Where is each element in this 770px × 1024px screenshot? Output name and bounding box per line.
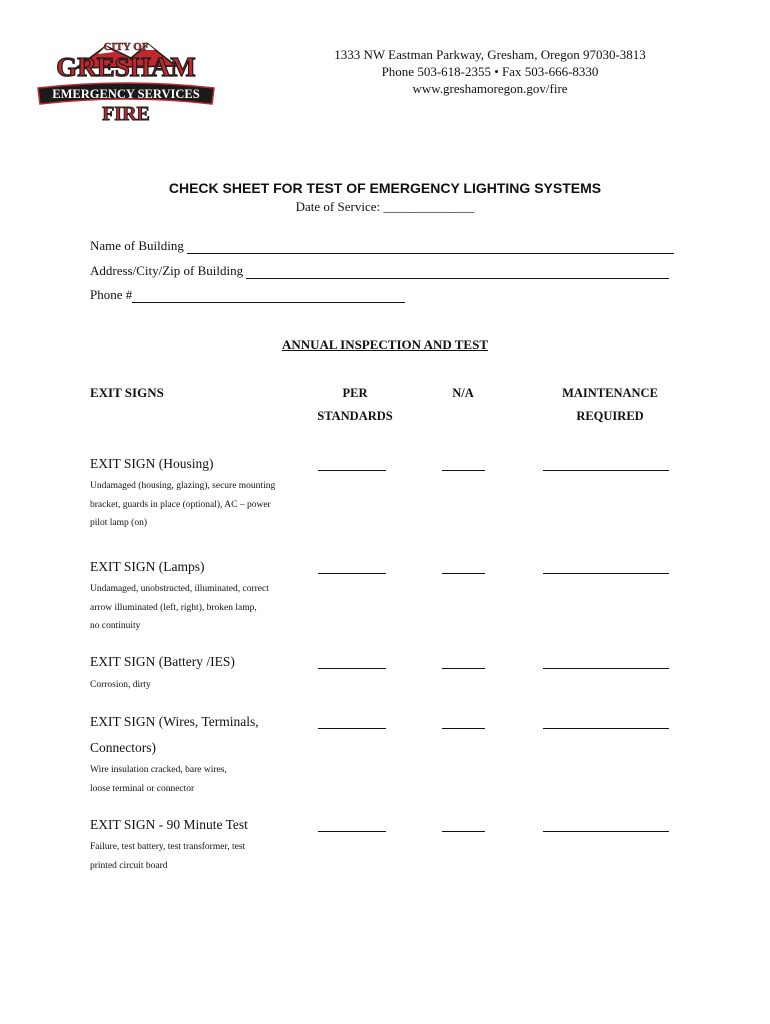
item-wires-desc-line1: Wire insulation cracked, bare wires, (90, 765, 227, 775)
item-battery-per-standards-blank[interactable] (318, 668, 386, 669)
col-per-standards-line1: PER (342, 386, 368, 400)
item-battery-desc (90, 676, 310, 695)
logo-fire: FIRE (102, 103, 150, 122)
item-battery-title: EXIT SIGN (Battery /IES) (90, 654, 235, 669)
phone-field (90, 287, 405, 303)
item-housing-maintenance-blank[interactable] (543, 470, 669, 471)
form-title: CHECK SHEET FOR TEST OF EMERGENCY LIGHTING SYSTEMS (168, 180, 602, 196)
item-lamps-desc-line2: arrow illuminated (left, right), broken lamp, (90, 602, 257, 613)
item-housing-na-blank[interactable] (442, 470, 485, 471)
item-lamps-na-blank[interactable] (442, 573, 485, 574)
address-label: Address/City/Zip of Building (90, 263, 244, 278)
item-90-minute-desc-line2: printed circuit board (90, 860, 168, 871)
item-wires-desc-line2: loose terminal or connector (90, 783, 195, 794)
item-battery-na-blank[interactable] (442, 668, 485, 669)
item-90-minute-desc-line1: Failure, test battery, test transformer, test (90, 842, 246, 852)
item-housing-desc-line2: bracket, guards in place (optional), AC – power (90, 499, 271, 510)
item-battery-desc-line1: Corrosion, dirty (90, 680, 151, 690)
header-divider: ___________________________________________________________________________________________________________________________ (22, 134, 699, 144)
exit-signs-heading: EXIT SIGNS (90, 385, 164, 400)
item-90-minute-title: EXIT SIGN - 90 Minute Test (90, 817, 248, 832)
logo-graphic (36, 38, 216, 122)
header-phone-fax: Phone 503-618-2355 • Fax 503-666-8330 (381, 64, 599, 79)
header-address: 1333 NW Eastman Parkway, Gresham, Oregon 97030-3813 (334, 47, 646, 62)
phone-line[interactable] (132, 290, 405, 303)
item-lamps-title: EXIT SIGN (Lamps) (90, 559, 205, 574)
item-housing-desc (90, 477, 310, 533)
item-lamps-maintenance-blank[interactable] (543, 573, 669, 574)
item-battery-maintenance-blank[interactable] (543, 668, 669, 669)
item-lamps-desc (90, 580, 310, 636)
item-90-minute-desc (90, 838, 310, 875)
item-lamps-per-standards-blank[interactable] (318, 573, 386, 574)
item-housing-desc-line1: Undamaged (housing, glazing), secure mounting (90, 481, 276, 491)
name-of-building-label: Name of Building (90, 238, 184, 253)
item-lamps-desc-line3: no continuity (90, 621, 141, 631)
item-wires-desc (90, 761, 310, 798)
header-website: www.greshamoregon.gov/fire (412, 81, 568, 96)
logo-gresham: GRESHAM (56, 52, 196, 82)
gresham-fire-logo (36, 38, 216, 122)
item-wires-title-line2: Connectors) (90, 740, 156, 755)
date-of-service: Date of Service: ______________ (295, 199, 475, 214)
logo-city-of: CITY OF (103, 41, 149, 53)
phone-label: Phone # (90, 287, 133, 302)
address-field (90, 263, 669, 279)
col-per-standards-line2: STANDARDS (317, 409, 393, 423)
item-wires-title: EXIT SIGN (Wires, Terminals, (90, 714, 259, 729)
item-90-minute-maintenance-blank[interactable] (543, 831, 669, 832)
item-90-minute-per-standards-blank[interactable] (318, 831, 386, 832)
col-maintenance-line1: MAINTENANCE (562, 386, 658, 400)
item-wires-na-blank[interactable] (442, 728, 485, 729)
item-wires-maintenance-blank[interactable] (543, 728, 669, 729)
col-maintenance-line2: REQUIRED (576, 409, 644, 423)
name-of-building-field (90, 238, 674, 254)
logo-emergency-services: EMERGENCY SERVICES (52, 87, 200, 101)
item-90-minute-na-blank[interactable] (442, 831, 485, 832)
section-title: ANNUAL INSPECTION AND TEST (281, 337, 488, 352)
item-lamps-desc-line1: Undamaged, unobstructed, illuminated, correct (90, 584, 269, 594)
item-housing-title: EXIT SIGN (Housing) (90, 456, 214, 471)
item-wires-per-standards-blank[interactable] (318, 728, 386, 729)
address-line[interactable] (246, 266, 669, 279)
item-housing-desc-line3: pilot lamp (on) (90, 518, 147, 528)
item-housing-per-standards-blank[interactable] (318, 470, 386, 471)
name-of-building-line[interactable] (187, 241, 674, 254)
col-na: N/A (452, 386, 474, 400)
